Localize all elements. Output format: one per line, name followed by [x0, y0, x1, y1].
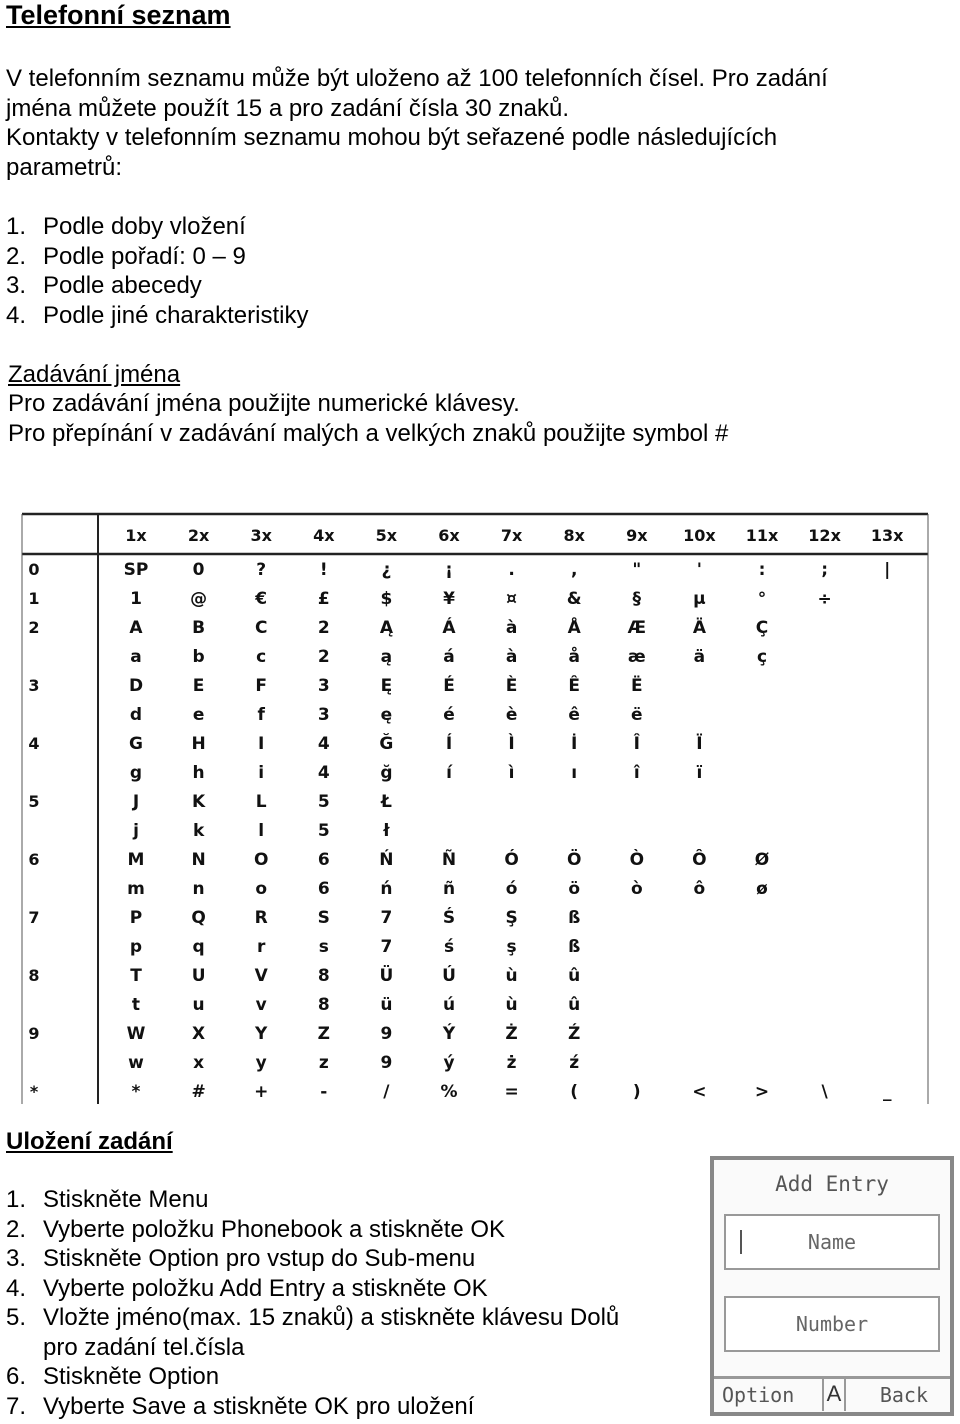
- table-cell: Z: [317, 1024, 330, 1044]
- table-cell: =: [504, 1082, 519, 1102]
- row-key-label: 2: [28, 618, 40, 637]
- table-cell: 4: [317, 734, 330, 754]
- table-cell: Ś: [442, 908, 456, 928]
- table-cell: (: [570, 1082, 579, 1102]
- table-cell: ü: [380, 995, 393, 1015]
- list-item: [6, 1392, 619, 1422]
- table-cell: °: [757, 589, 767, 609]
- name-entry-paragraph: [8, 389, 728, 448]
- table-cell: à: [505, 647, 518, 667]
- table-cell: ß: [568, 908, 581, 928]
- table-cell: ó: [505, 879, 518, 899]
- column-header: 6x: [438, 526, 460, 545]
- list-number: 2.: [6, 1215, 27, 1243]
- intro-paragraph: [6, 64, 906, 182]
- table-cell: T: [130, 966, 142, 986]
- list-text: Stiskněte Option pro vstup do Sub-menu: [43, 1245, 476, 1272]
- table-cell: :: [758, 560, 766, 580]
- table-cell: Æ: [627, 618, 647, 638]
- table-cell: A: [129, 618, 143, 638]
- table-cell: K: [192, 792, 206, 812]
- table-cell: ı: [571, 763, 578, 783]
- name-field[interactable]: [724, 1214, 940, 1270]
- table-cell: è: [505, 705, 518, 725]
- list-item: [6, 1215, 619, 1245]
- table-cell: İ: [571, 734, 578, 754]
- table-cell: æ: [627, 647, 646, 667]
- table-cell: £: [317, 589, 330, 609]
- table-cell: ö: [568, 879, 581, 899]
- row-key-label: 7: [28, 908, 40, 927]
- table-cell: z: [318, 1053, 329, 1073]
- list-text: Podle abecedy: [43, 272, 202, 299]
- table-cell: ù: [505, 995, 518, 1015]
- table-cell: Ä: [692, 618, 706, 638]
- table-cell: ý: [443, 1053, 455, 1073]
- row-key-label: 6: [28, 850, 40, 869]
- table-cell: j: [133, 821, 139, 841]
- table-cell: í: [446, 763, 452, 783]
- intro-line: Kontakty v telefonním seznamu mohou být seřazené podle následujících: [6, 124, 778, 151]
- table-cell: H: [191, 734, 206, 754]
- table-cell: *: [131, 1082, 141, 1102]
- table-cell: e: [192, 705, 205, 725]
- table-cell: 7: [380, 908, 393, 928]
- column-header: 12x: [808, 526, 841, 545]
- table-cell: 9: [380, 1053, 393, 1073]
- table-cell: u: [192, 995, 205, 1015]
- screen-title: Add Entry: [775, 1172, 889, 1196]
- name-entry-heading: Zadávání jména: [8, 361, 181, 388]
- table-cell: ø: [756, 879, 768, 899]
- table-cell: .: [508, 560, 515, 580]
- table-cell: È: [505, 676, 518, 696]
- list-item: [6, 1274, 619, 1304]
- table-cell: Ź: [568, 1024, 581, 1044]
- page-title: Telefonní seznam: [6, 0, 231, 30]
- table-cell: &: [566, 589, 582, 609]
- table-cell: R: [254, 908, 268, 928]
- back-softkey[interactable]: Back: [879, 1383, 928, 1407]
- table-cell: ł: [383, 821, 390, 841]
- row-key-label: 9: [28, 1024, 40, 1043]
- table-cell: Ş: [505, 908, 518, 928]
- row-key-label: 3: [28, 676, 40, 695]
- table-cell: 0: [192, 560, 205, 580]
- number-field-label: Number: [795, 1312, 869, 1336]
- intro-line: jména můžete použít 15 a pro zadání čísla 30 znaků.: [6, 94, 570, 122]
- table-cell: ń: [380, 879, 393, 899]
- table-cell: q: [192, 937, 205, 957]
- table-cell: ź: [569, 1053, 580, 1073]
- table-cell: y: [255, 1053, 267, 1073]
- table-cell: Ò: [629, 850, 645, 870]
- table-cell: µ: [693, 589, 706, 609]
- table-cell: ¿: [381, 560, 392, 580]
- table-cell: x: [193, 1053, 205, 1073]
- table-cell: ì: [508, 763, 515, 783]
- list-number: 5.: [6, 1304, 27, 1331]
- table-cell: 4: [317, 763, 330, 783]
- table-cell: ç: [756, 647, 768, 667]
- table-cell: û: [568, 966, 581, 986]
- table-cell: d: [129, 705, 143, 725]
- table-cell: n: [192, 879, 205, 899]
- table-cell: ś: [443, 937, 455, 957]
- table-cell: å: [568, 647, 580, 667]
- table-cell: !: [319, 560, 328, 580]
- column-header: 11x: [745, 526, 779, 545]
- table-cell: P: [129, 908, 143, 928]
- table-cell: 9: [380, 1024, 393, 1044]
- table-cell: F: [255, 676, 268, 696]
- table-cell: l: [258, 821, 265, 841]
- column-header: 8x: [563, 526, 585, 545]
- table-cell: á: [443, 647, 455, 667]
- table-cell: Ń: [379, 850, 394, 870]
- table-cell: Ï: [696, 734, 703, 754]
- table-cell: Ú: [442, 966, 456, 986]
- table-cell: Ý: [442, 1024, 456, 1044]
- table-cell: î: [633, 763, 640, 783]
- table-cell: Ø: [754, 850, 770, 870]
- column-header: 5x: [375, 526, 398, 545]
- table-cell: §: [632, 589, 642, 609]
- table-cell: %: [440, 1082, 458, 1102]
- table-cell: O: [253, 850, 269, 870]
- table-cell: ): [632, 1082, 641, 1102]
- table-cell: <: [692, 1082, 707, 1102]
- table-cell: Ł: [380, 792, 392, 812]
- table-cell: #: [191, 1082, 206, 1102]
- table-cell: ù: [505, 966, 518, 986]
- table-cell: \: [821, 1082, 828, 1102]
- table-cell: ß: [568, 937, 581, 957]
- table-cell: 3: [317, 676, 330, 696]
- number-field[interactable]: [724, 1296, 940, 1352]
- table-cell: s: [318, 937, 329, 957]
- table-cell: m: [127, 879, 145, 899]
- table-cell: É: [443, 676, 455, 696]
- table-cell: U: [191, 966, 206, 986]
- table-cell: V: [254, 966, 268, 986]
- table-cell: é: [443, 705, 455, 725]
- table-cell: >: [754, 1082, 770, 1102]
- list-number: [6, 1333, 43, 1363]
- table-cell: Å: [567, 618, 581, 638]
- table-cell: Ą: [379, 618, 393, 638]
- table-cell: Î: [633, 734, 640, 754]
- table-cell: ?: [256, 560, 267, 580]
- table-cell: ": [632, 560, 642, 580]
- list-number: 4.: [6, 1274, 27, 1302]
- table-cell: ¡: [445, 560, 453, 580]
- table-cell: Ğ: [379, 734, 394, 754]
- table-cell: Á: [442, 618, 456, 638]
- table-cell: Y: [255, 1024, 268, 1044]
- table-cell: à: [505, 618, 518, 638]
- list-item: [6, 1244, 619, 1274]
- column-header: 9x: [626, 526, 648, 545]
- table-cell: 2: [317, 647, 330, 667]
- name-field-label: Name: [807, 1230, 857, 1254]
- table-cell: ş: [506, 937, 517, 957]
- table-cell: ą: [380, 647, 393, 667]
- table-cell: ò: [630, 879, 643, 899]
- row-key-label: 1: [28, 589, 40, 608]
- table-cell: Ę: [380, 676, 393, 696]
- character-table-svg: [18, 508, 930, 1104]
- column-header: 4x: [313, 526, 335, 545]
- table-cell: 2: [317, 618, 330, 638]
- list-text: Podle jiné charakteristiky: [43, 301, 309, 329]
- table-cell: ë: [631, 705, 643, 725]
- list-number: 7.: [6, 1392, 27, 1420]
- list-number: 4.: [6, 301, 27, 329]
- table-cell: ¥: [443, 589, 455, 609]
- table-cell: v: [255, 995, 267, 1015]
- table-cell: G: [129, 734, 143, 754]
- list-number: 1.: [6, 213, 27, 240]
- table-cell: b: [192, 647, 205, 667]
- table-cell: 5: [317, 792, 330, 812]
- table-cell: D: [128, 676, 144, 696]
- table-cell: -: [320, 1082, 328, 1102]
- list-text: Stiskněte Option: [43, 1363, 220, 1390]
- table-cell: 7: [380, 937, 393, 957]
- table-cell: k: [192, 821, 205, 841]
- list-text: Vložte jméno(max. 15 znaků) a stiskněte klávesu Dolů: [43, 1304, 620, 1331]
- list-text: pro zadání tel.čísla: [43, 1333, 245, 1361]
- table-cell: M: [127, 850, 145, 870]
- phone-screen: [710, 1156, 954, 1416]
- list-item: [6, 212, 308, 242]
- table-cell: w: [128, 1053, 144, 1073]
- table-cell: /: [383, 1082, 390, 1102]
- list-text: Vyberte položku Add Entry a stiskněte OK: [43, 1274, 488, 1302]
- name-entry-line: Pro přepínání v zadávání malých a velkých znaků použijte symbol #: [8, 419, 729, 447]
- table-cell: €: [255, 589, 268, 609]
- table-cell: I: [258, 734, 265, 754]
- softkey-bar: [714, 1376, 950, 1412]
- table-cell: Ñ: [441, 850, 457, 870]
- row-key-label: 5: [28, 792, 40, 811]
- table-cell: 6: [317, 850, 330, 870]
- table-cell: Í: [445, 734, 453, 754]
- table-cell: 1: [130, 589, 142, 609]
- list-number: 6.: [6, 1363, 27, 1390]
- table-cell: 3: [317, 705, 330, 725]
- list-number: 2.: [6, 242, 27, 270]
- table-cell: SP: [123, 560, 149, 580]
- table-cell: 8: [317, 995, 330, 1015]
- save-steps-list: [6, 1185, 619, 1421]
- table-cell: ż: [506, 1053, 517, 1073]
- table-cell: Ê: [568, 676, 581, 696]
- table-cell: g: [129, 763, 143, 783]
- row-key-label: 8: [28, 966, 40, 985]
- column-header: 3x: [250, 526, 272, 545]
- list-item: [6, 1185, 619, 1215]
- table-cell: J: [132, 792, 140, 812]
- row-key-label: 0: [28, 560, 40, 579]
- sort-options-list: [6, 212, 308, 330]
- table-cell: i: [258, 763, 265, 783]
- table-cell: p: [129, 937, 143, 957]
- table-cell: E: [192, 676, 205, 696]
- table-cell: N: [191, 850, 206, 870]
- table-cell: ê: [568, 705, 580, 725]
- list-item: [6, 1303, 619, 1333]
- table-cell: _: [882, 1082, 892, 1102]
- table-cell: B: [192, 618, 206, 638]
- text-cursor: [740, 1230, 742, 1254]
- list-number: 3.: [6, 272, 27, 299]
- table-cell: 8: [317, 966, 330, 986]
- input-mode-indicator: A: [822, 1379, 846, 1411]
- list-text: Vyberte Save a stiskněte OK pro uložení: [43, 1392, 475, 1420]
- table-cell: ú: [442, 995, 456, 1015]
- table-cell: Ü: [379, 966, 394, 986]
- list-item: [6, 1362, 619, 1392]
- save-heading: Uložení zadání: [6, 1128, 173, 1155]
- table-cell: ;: [821, 560, 829, 580]
- table-cell: Ë: [630, 676, 643, 696]
- table-cell: Ç: [755, 618, 769, 638]
- table-cell: ¤: [506, 589, 518, 609]
- table-cell: |: [884, 560, 891, 580]
- table-cell: ,: [570, 560, 578, 580]
- name-entry-line: Pro zadávání jména použijte numerické klávesy.: [8, 390, 520, 417]
- table-cell: Ö: [566, 850, 582, 870]
- table-cell: Q: [191, 908, 206, 928]
- list-text: Podle pořadí: 0 – 9: [43, 242, 246, 270]
- table-cell: Ż: [505, 1024, 518, 1044]
- column-header: 7x: [500, 526, 523, 545]
- table-cell: ï: [696, 763, 703, 783]
- table-cell: ñ: [442, 879, 456, 899]
- table-cell: ę: [380, 705, 393, 725]
- intro-line: parametrů:: [6, 153, 123, 181]
- list-item: [6, 301, 308, 331]
- column-header: 2x: [187, 526, 210, 545]
- table-cell: t: [131, 995, 141, 1015]
- table-cell: ': [696, 560, 703, 580]
- column-header: 13x: [870, 526, 904, 545]
- table-cell: ğ: [380, 763, 393, 783]
- list-text: Podle doby vložení: [43, 213, 246, 240]
- list-item: [6, 242, 308, 272]
- table-cell: L: [255, 792, 267, 812]
- list-item: [6, 1333, 619, 1363]
- list-number: 3.: [6, 1245, 27, 1272]
- table-cell: C: [254, 618, 268, 638]
- column-header: 10x: [683, 526, 716, 545]
- table-cell: h: [192, 763, 205, 783]
- table-cell: û: [568, 995, 581, 1015]
- table-cell: 6: [317, 879, 330, 899]
- table-cell: W: [126, 1024, 146, 1044]
- table-cell: c: [256, 647, 267, 667]
- intro-line: V telefonním seznamu může být uloženo až 100 telefonních čísel. Pro zadání: [6, 65, 828, 92]
- table-cell: ô: [693, 879, 706, 899]
- list-item: [6, 271, 308, 301]
- row-key-label: 4: [28, 734, 40, 753]
- table-cell: r: [257, 937, 266, 957]
- table-cell: X: [192, 1024, 206, 1044]
- table-cell: Ì: [508, 734, 515, 754]
- table-cell: @: [190, 589, 208, 609]
- list-number: 1.: [6, 1186, 27, 1213]
- row-key-label: *: [29, 1082, 39, 1101]
- option-softkey[interactable]: Option: [722, 1383, 795, 1407]
- table-cell: 5: [317, 821, 330, 841]
- table-cell: a: [130, 647, 142, 667]
- table-cell: $: [380, 589, 393, 609]
- list-text: Vyberte položku Phonebook a stiskněte OK: [43, 1215, 506, 1243]
- table-cell: S: [317, 908, 330, 928]
- table-cell: ä: [693, 647, 706, 667]
- list-text: Stiskněte Menu: [43, 1186, 209, 1213]
- table-cell: +: [254, 1082, 269, 1102]
- column-header: 1x: [125, 526, 147, 545]
- table-cell: f: [257, 705, 265, 725]
- table-cell: Ô: [692, 850, 707, 870]
- table-cell: o: [255, 879, 268, 899]
- table-cell: ÷: [817, 589, 832, 609]
- character-table: [18, 508, 930, 1104]
- table-cell: Ó: [504, 850, 519, 870]
